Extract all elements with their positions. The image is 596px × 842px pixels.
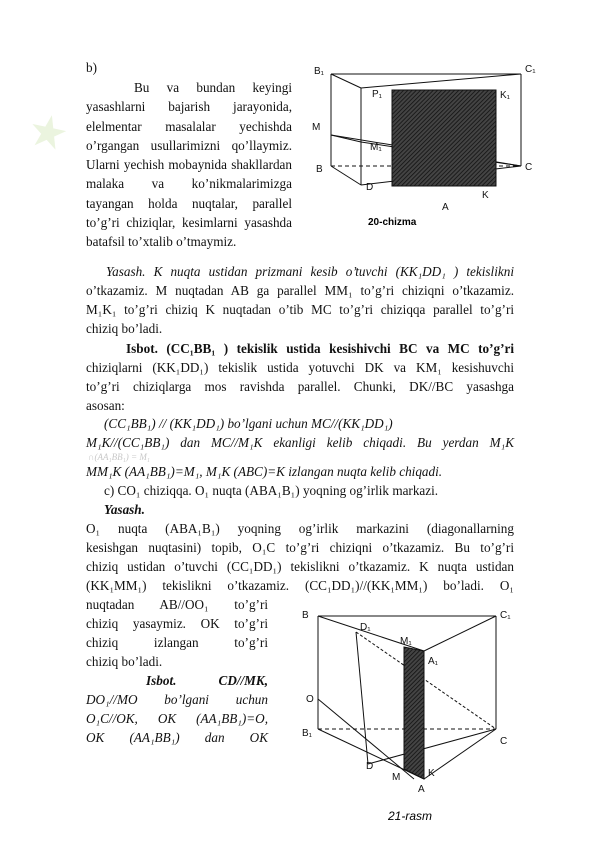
label-k1: K₁ (500, 90, 511, 101)
label-b1: B₁ (314, 66, 325, 77)
figure-20-prism (306, 60, 546, 230)
figure-20-caption: 20-chizma (368, 217, 417, 228)
label-b: B (302, 610, 309, 621)
part-c: c) CO₁ chiziqqa. O₁ nuqta (ABA₁B₁) yoqning og’irlik markazi. (104, 483, 439, 498)
label-o: O (306, 694, 314, 705)
label-c: C (525, 162, 533, 173)
equation-3: MM₁K (AA₁BB₁)=M₁, M₁K (ABC)=K izlangan nuqta kelib chiqadi. (86, 464, 443, 479)
watermark: ★ (19, 106, 76, 160)
hatched-section (404, 647, 424, 779)
label-m1: M₁ (370, 142, 382, 153)
label-c1: C₁ (525, 64, 536, 75)
document-page: ★ b) Bu va bundan keyingi yasashlarni bajarish jarayonida, elelmentar masalalar yechishda o’rgangan usullarimizni qo’llaymiz. Ularni yechish mobaynida shakllardan malaka va ko’nikmalarimizga tayangan holda nuqtalar, parallel to’g’ri chiziqlar, kesimlarni yasashda batafsil to’xtalib o’tmaymiz. B₁ C₁ P₁ K₁ M M₁ B C D K A 20-chizma Yasash. K nuqta ustidan prizmani kesib o’tuvchi (KK₁DD₁ ) tekislikni o’tkazamiz. M nuqtadan AB ga parallel MM₁ to’g’ri chiziqni o’tkazamiz. M₁K₁ to’g’ri chiziq K nuqtadan o’tib MC to’g’ri chiziqqa parallel to’g’ri chiziq bo’ladi. Isbot. (CC₁BB₁ ) tekislik ustida kesishivchi BC va MC to’g’ri chiziqlarni (KK₁DD₁) tekislik ustida yotuvchi DK va KM₁ kesishuvchi to’g’ri chiziqlarga mos ravishda parallel. Chunki, DK//BC yasashga asosan: (CC₁BB₁) // (KK₁DD₁) bo’lgani uchun MC//(KK₁DD₁) M₁K//(CC₁BB₁) dan MC//M₁K ekanligi kelib chiqadi. Bu yerdan M₁K ∩(AA₁BB₁) = M₁ MM₁K (AA₁BB₁)=M₁, M₁K (ABC)=K izlangan nuqta kelib chiqadi. c) CO₁ chiziqqa. O₁ nuqta (ABA₁B₁) yoqning og’irlik markazi. Yasash. O₁ nuqta (ABA₁B₁) yoqning og’irlik markazini (diagonallarning kesishgan nuqtasini) topib, O₁C to’g’ri chiziqni o’tkazamiz. Bu to’g’ri chiziq ustidan o’tuvchi (CC₁DD₁) tekislikni o’tkazamiz. K nuqta ustidan (KK₁MM₁) tekislikni o’tkazamiz. (CC₁DD₁)//(KK₁MM₁) bo’ladi. O₁ nuqtadan AB//OO₁ to’g’ri chiziq yasaymiz. OK to’g’ri chiziq izlangan to’g’ri chiziq bo’ladi. Isbot. CD//MK, DO₁//MO bo’lgani uchun O₁C//OK, OK (AA₁BB₁)=O, OK (AA₁BB₁) dan OK B C₁ D₁ M₁ A₁ O B₁ C D M K A 21-rasm (0, 0, 596, 842)
label-k: K (482, 190, 489, 201)
label-d1: D₁ (360, 622, 371, 633)
label-p1: P₁ (372, 89, 383, 100)
label-d: D (366, 761, 374, 772)
figure-21-caption: 21-rasm (388, 809, 433, 823)
equation-2-ghost: ∩(AA₁BB₁) = M₁ (88, 452, 150, 462)
yasash2-heading: Yasash. (104, 502, 145, 517)
section-label: b) (86, 60, 97, 75)
label-a1: A₁ (428, 656, 439, 667)
label-m: M (312, 122, 321, 133)
label-c: C (500, 736, 508, 747)
label-m1: M₁ (400, 636, 412, 647)
equation-1: (CC₁BB₁) // (KK₁DD₁) bo’lgani uchun MC//(KK₁DD₁) (104, 416, 393, 431)
intro-paragraph: Bu va bundan keyingi yasashlarni bajarish jarayonida, elelmentar masalalar yechishda o’rgangan usullarimizni qo’llaymiz. Ularni yechish mobaynida shakllardan malaka va ko’nikmalarimizga tayangan holda nuqtalar, parallel to’g’ri chiziqlar, kesimlarni yasashda batafsil to’xtalib o’tmaymiz. (86, 80, 292, 250)
label-c1: C₁ (500, 610, 511, 621)
hatched-section (392, 90, 496, 186)
label-a: A (418, 784, 425, 795)
equation-2: M₁K//(CC₁BB₁) dan MC//M₁K ekanligi kelib chiqadi. Bu yerdan M₁K (86, 435, 514, 450)
label-b1: B₁ (302, 728, 313, 739)
label-d: D (366, 182, 374, 193)
label-k: K (428, 768, 435, 779)
figure-21-prism (296, 604, 536, 829)
label-a: A (442, 202, 449, 213)
label-b: B (316, 164, 323, 175)
label-m: M (392, 772, 401, 783)
